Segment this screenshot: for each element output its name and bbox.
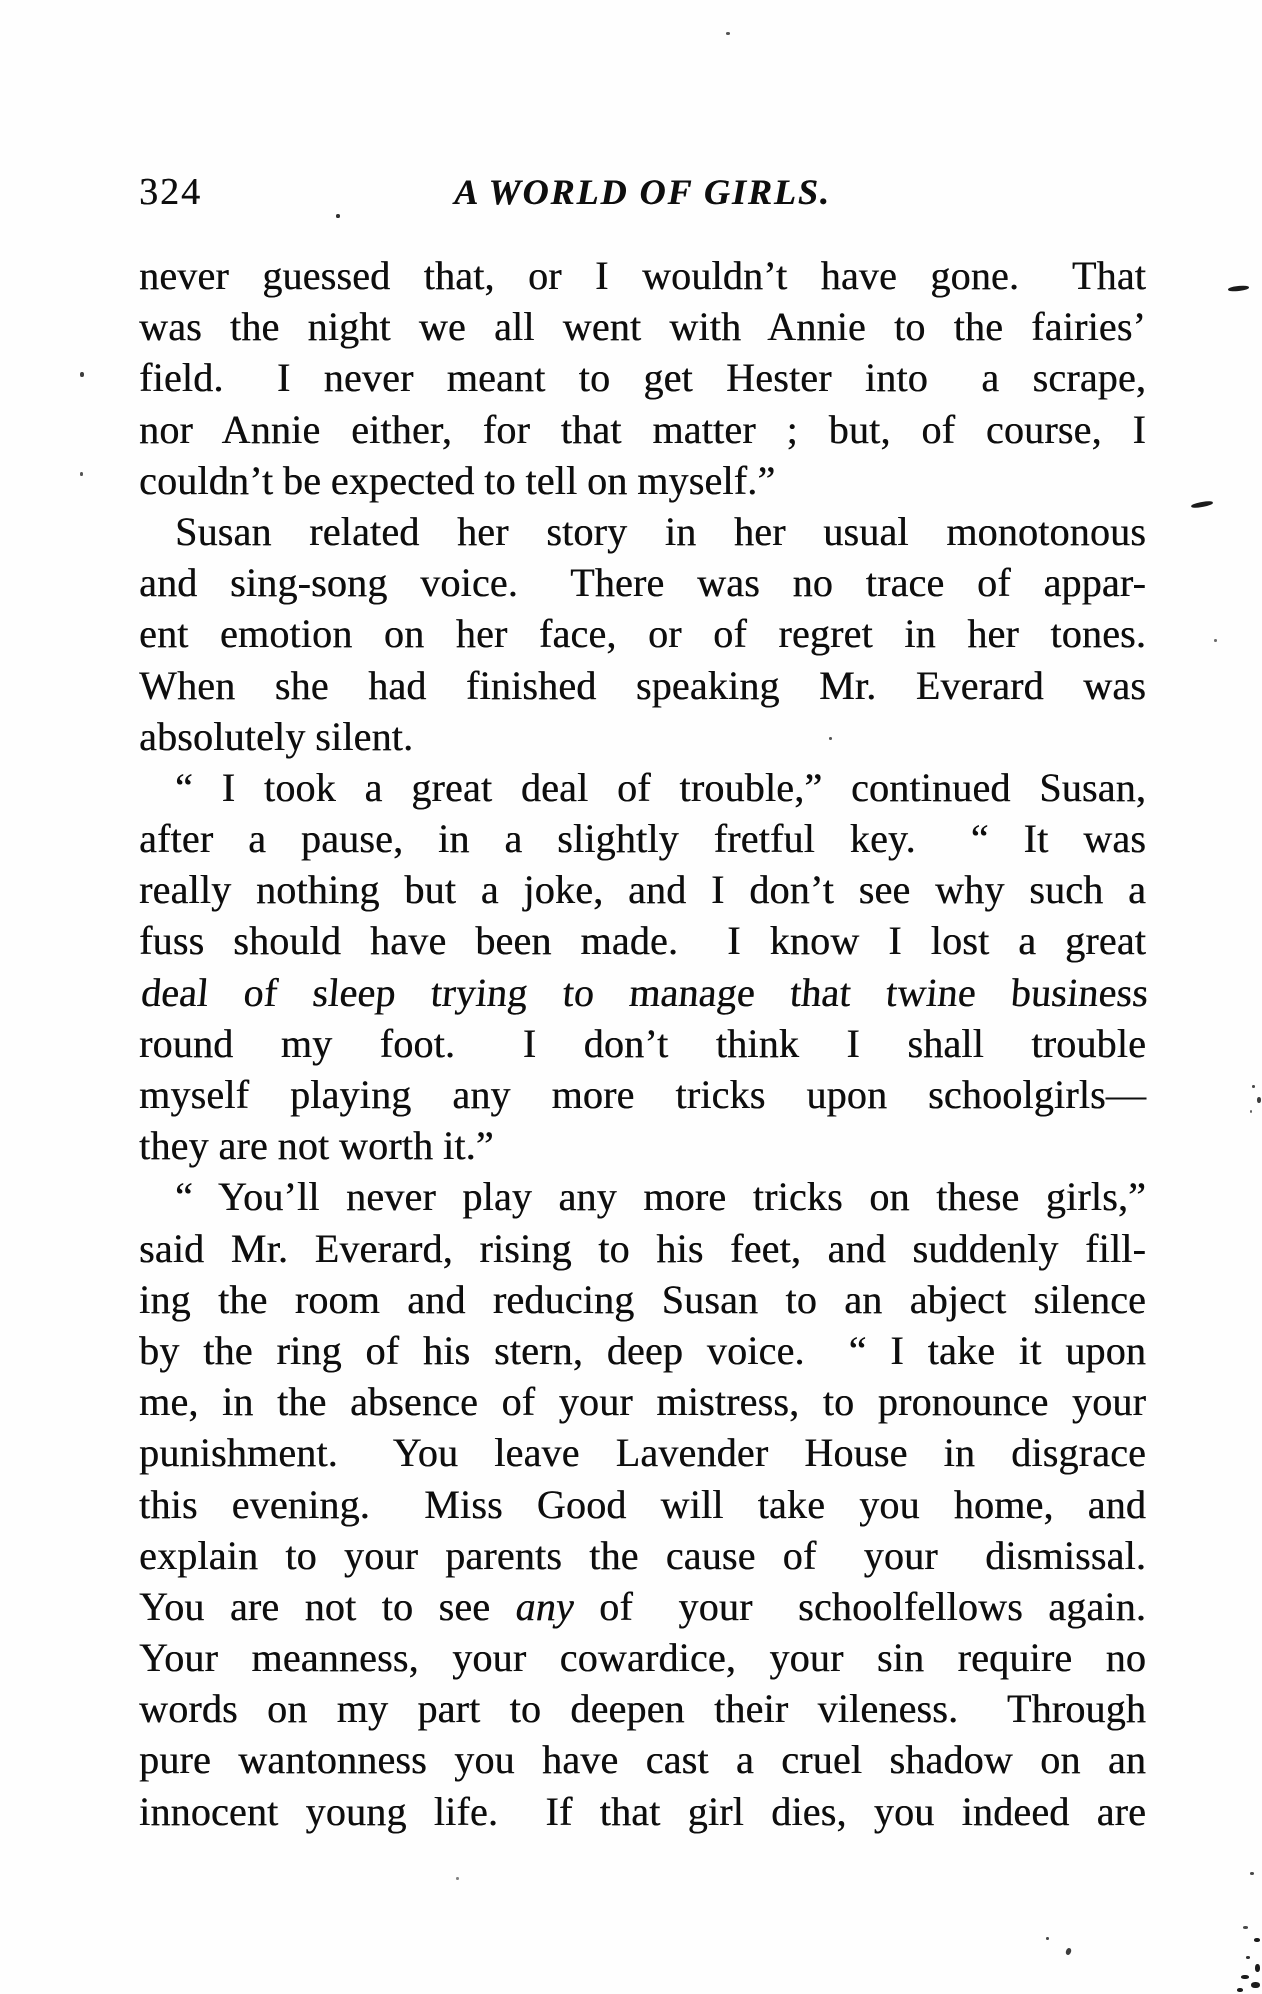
text-line [139, 1530, 1146, 1581]
text-segment: Susan related her story in her usual monotonous [175, 508, 1146, 554]
scan-speck [1237, 1988, 1243, 1992]
scan-speck [1241, 1975, 1249, 1979]
text-segment: pure wantonness you have cast a cruel shadow on an [139, 1737, 1146, 1783]
scan-speck [1246, 1956, 1250, 1959]
scan-speck [1251, 1982, 1260, 1988]
text-line [139, 1223, 1146, 1274]
text-segment: fuss should have been made. I know I lost a great [139, 918, 1146, 964]
text-line [139, 915, 1146, 966]
text-line [139, 1427, 1146, 1478]
emphasized-word: any [515, 1583, 574, 1629]
text-line [139, 864, 1146, 915]
text-segment: When she had finished speaking Mr. Everard was [139, 662, 1146, 708]
text-line [139, 506, 1146, 557]
scan-speck [1257, 1097, 1261, 1103]
text-line [139, 1581, 1146, 1632]
scan-speck [80, 372, 84, 377]
scan-speck [80, 472, 83, 476]
text-line [139, 660, 1146, 711]
scan-speck [1250, 1872, 1254, 1875]
text-line [139, 404, 1146, 455]
text-line [139, 557, 1146, 608]
text-segment: You are not to see [139, 1583, 516, 1629]
scan-speck [1243, 1926, 1248, 1929]
scan-speck [336, 214, 340, 218]
text-line [139, 1786, 1146, 1837]
margin-dash [1228, 285, 1249, 292]
text-segment: never guessed that, or I wouldn’t have gone. That [139, 253, 1146, 298]
text-segment: couldn’t be expected to tell on myself.” [139, 457, 776, 503]
text-segment: myself playing any more tricks upon schoolgirls— [139, 1072, 1146, 1117]
text-segment: field. I never meant to get Hester into a scrape, [139, 355, 1146, 401]
text-line [139, 301, 1146, 352]
text-segment: of your schoolfellows again. [573, 1583, 1146, 1629]
text-line [139, 352, 1146, 403]
page-number: 324 [139, 171, 202, 213]
text-segment: punishment. You leave Lavender House in disgrace [139, 1430, 1146, 1476]
text-line [139, 1683, 1146, 1734]
text-segment: me, in the absence of your mistress, to pronounce your [139, 1379, 1146, 1425]
text-line [139, 1734, 1146, 1785]
text-line [139, 1171, 1146, 1222]
text-segment: round my foot. I don’t think I shall trouble [139, 1020, 1146, 1066]
text-line [139, 608, 1146, 659]
scan-speck [1065, 1947, 1072, 1955]
text-block [139, 250, 1151, 1837]
scan-speck [456, 1877, 459, 1880]
text-segment: ent emotion on her face, or of regret in her tones. [139, 611, 1146, 657]
text-segment: this evening. Miss Good will take you home, and [139, 1481, 1146, 1527]
text-line [139, 1325, 1146, 1376]
scan-speck [1252, 1085, 1255, 1088]
text-line [139, 1479, 1146, 1530]
text-segment: Your meanness, your cowardice, your sin require no [139, 1635, 1146, 1681]
text-segment: ing the room and reducing Susan to an abject silence [139, 1276, 1146, 1322]
scan-speck [726, 32, 730, 35]
text-segment: deal of sleep trying to manage that twine business [139, 969, 1151, 1015]
scan-speck [1254, 1938, 1260, 1942]
scan-speck [1046, 1937, 1049, 1940]
text-line [139, 1376, 1146, 1427]
running-head-title: A WORLD OF GIRLS. [454, 172, 831, 212]
text-line [139, 711, 1146, 762]
text-line [139, 967, 1150, 1018]
running-head [139, 170, 1146, 216]
text-line [139, 1069, 1146, 1120]
text-line [139, 1274, 1146, 1325]
text-segment: after a pause, in a slightly fretful key. “ It was [139, 816, 1146, 862]
text-segment: words on my part to deepen their vileness. Through [139, 1686, 1146, 1732]
text-segment: by the ring of his stern, deep voice. “ I take it upon [139, 1327, 1146, 1373]
text-line [139, 1632, 1146, 1683]
scan-speck [829, 737, 832, 740]
scan-speck [1255, 1964, 1260, 1972]
margin-dash [1191, 500, 1214, 509]
text-segment: they are not worth it.” [139, 1123, 494, 1169]
text-segment: innocent young life. If that girl dies, you indeed are [139, 1788, 1146, 1834]
text-segment: nor Annie either, for that matter ; but, of course, I [139, 406, 1146, 452]
text-segment: and sing-song voice. There was no trace of appar- [139, 560, 1146, 606]
text-segment: “ I took a great deal of trouble,” continued Susan, [175, 764, 1146, 810]
text-line [139, 1018, 1146, 1069]
text-line [139, 813, 1146, 864]
text-segment: really nothing but a joke, and I don’t see why such a [139, 867, 1146, 913]
scan-speck [1214, 639, 1217, 642]
text-segment: was the night we all went with Annie to the fairies’ [139, 304, 1146, 350]
text-line [139, 250, 1146, 301]
text-segment: explain to your parents the cause of your dismissal. [139, 1532, 1146, 1578]
text-segment: “ You’ll never play any more tricks on these girls,” [175, 1174, 1146, 1220]
text-segment: said Mr. Everard, rising to his feet, and suddenly fill- [139, 1225, 1146, 1271]
text-segment: absolutely silent. [139, 713, 414, 759]
text-line [139, 762, 1146, 813]
text-line [139, 455, 1146, 506]
text-line [139, 1120, 1146, 1171]
scan-speck [1250, 1110, 1252, 1113]
